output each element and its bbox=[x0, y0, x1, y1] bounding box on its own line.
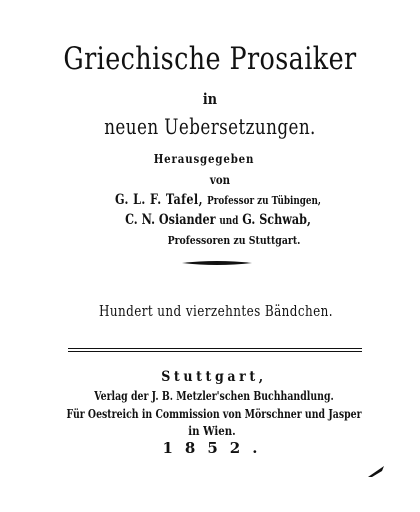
editor2-und: und bbox=[219, 214, 239, 227]
editor-line-1 bbox=[50, 193, 386, 207]
double-rule bbox=[68, 348, 362, 352]
editor2-name-a: C. N. Osiander bbox=[125, 212, 216, 228]
commission-city: in Wien. bbox=[188, 424, 236, 438]
von-label: von bbox=[209, 173, 231, 187]
subtitle: neuen Uebersetzungen. bbox=[104, 115, 316, 139]
ornament-divider bbox=[182, 259, 252, 267]
publisher-line: Verlag der J. B. Metzler'schen Buchhandlung. bbox=[94, 389, 334, 403]
publication-year: 1852. bbox=[162, 439, 270, 457]
editor1-names: G. L. F. Tafel, bbox=[114, 192, 203, 208]
series-title: Griechische Prosaiker bbox=[63, 41, 357, 77]
commission-line: Für Oestreich in Commission von Mörschner und Jasper bbox=[66, 407, 362, 421]
editor2-name-b: G. Schwab, bbox=[242, 212, 311, 228]
editors-role: Professoren zu Stuttgart. bbox=[167, 234, 301, 247]
editor1-role: Professor zu Tübingen, bbox=[207, 194, 321, 207]
in-word: in bbox=[202, 90, 218, 108]
volume-label: Hundert und vierzehntes Bändchen. bbox=[99, 302, 333, 320]
publisher-city: Stuttgart, bbox=[161, 369, 267, 385]
editor-line-2 bbox=[50, 213, 386, 227]
edited-by-label: Herausgegeben bbox=[153, 152, 255, 166]
corner-smudge bbox=[366, 464, 386, 478]
